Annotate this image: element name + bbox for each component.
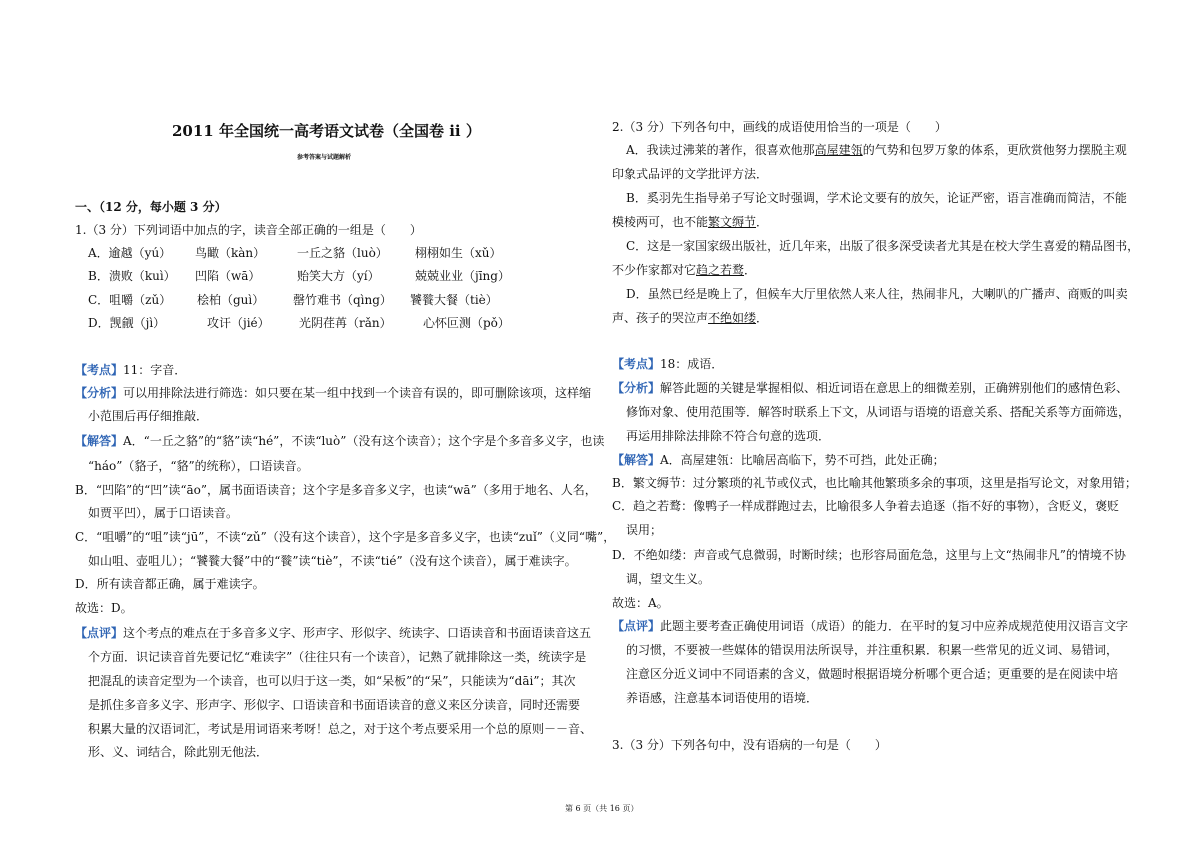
q2-dianping-2: 的习惯，不要被一些媒体的错误用法所误导，并注重积累．积累一些常见的近义词、易错词， [626,643,1119,657]
q1-option-d-3: 光阴荏苒（rǎn） [299,316,392,330]
q2-a-post: 的气势和包罗万象的体系，更欣赏他努力摆脱主观 [862,143,1127,157]
q2-option-d: D．虽然已经是晚上了，但候车大厅里依然人来人往，热闹非凡，大喇叭的广播声、商贩的叫卖 [626,287,1128,301]
q1-dianping-5: 积累大量的汉语词汇，考试是用词语来考呀！总之，对于这个考点要采用一个总的原则－－音、 [88,722,593,736]
q1-option-b-4: 兢兢业业（jīng） [415,269,510,283]
q1-option-b-2: 凹陷（wā） [195,269,261,283]
q1-jieda-c-cont: 如山咀、壶咀儿）；“饕餮大餐”中的“餮”读“tiè”，不读“tié”（没有这个读音），属于难读字。 [88,554,577,568]
q2-fenxi-3: 再运用排除法排除不符合句意的选项． [626,429,831,443]
kaodian-tag: 【考点】 [612,357,661,371]
q2-c-post: ． [744,263,757,277]
q2-jieda-d: D．不绝如缕：声音或气息微弱，时断时续；也形容局面危急，这里与上文“热闹非凡”的情境不协 [612,548,1126,562]
q2-kaodian [612,356,723,372]
fenxi-tag: 【分析】 [612,381,661,395]
jieda-text: A．高屋建瓴：比喻居高临下，势不可挡，此处正确； [660,453,945,467]
q2-jieda-b: B．繁文缛节：过分繁琐的礼节或仪式，也比喻其他繁琐多余的事项，这里是指写论文，对象用错； [612,476,1137,490]
fenxi-text: 解答此题的关键是掌握相似、相近词语在意思上的细微差别，正确辨别他们的感情色彩、 [660,381,1129,395]
jieda-text: A．“一丘之貉”的“貉”读“hé”，不读“luò”（没有这个读音）；这个字是个多音多义字，也读 [123,434,605,448]
q2-option-b-cont [612,214,768,230]
q3-stem: 3.（3 分）下列各句中，没有语病的一句是（ ） [612,738,887,752]
page-footer: 第 6 页（共 16 页） [565,804,639,813]
q1-jieda-b: B．“凹陷”的“凹”读“āo”，属书面语读音；这个字是多音多义字，也读“wā”（多用于地名、人名， [75,483,597,497]
q2-fenxi [612,380,1128,396]
q1-fenxi [75,385,591,401]
dianping-text: 这个考点的难点在于多音多义字、形声字、形似字、统读字、口语读音和书面语读音这五 [123,626,592,640]
q1-option-a-1: A．逾越（yú） [88,246,172,260]
q1-jieda [75,433,604,449]
fenxi-tag: 【分析】 [75,386,124,400]
q2-option-b: B．奚羽先生指导弟子写论文时强调，学术论文要有的放矢，论证严密，语言准确而简洁，不能 [626,191,1127,205]
q1-dianping-6: 形、义、词结合，除此别无他法． [88,745,269,759]
q2-a-idiom: 高屋建瓴 [814,143,863,157]
q2-b-pre: 模棱两可，也不能 [612,215,709,229]
q2-fenxi-2: 修饰对象、使用范围等．解答时联系上下文，从词语与语境的语意关系、搭配关系等方面筛选， [626,405,1131,419]
q2-option-c-cont [612,262,756,278]
kaodian-text: 11：字音． [123,363,187,377]
dianping-tag: 【点评】 [75,626,124,640]
dianping-text: 此题主要考查正确使用词语（成语）的能力．在平时的复习中应养成规范使用汉语言文字 [660,619,1129,633]
page-title: 2011 年全国统一高考语文试卷（全国卷 ii ） [172,122,481,140]
q2-d-pre: 声、孩子的哭泣声 [612,311,709,325]
q2-option-d-cont [612,310,768,326]
q1-stem: 1.（3 分）下列词语中加点的字，读音全部正确的一组是（ ） [75,223,422,237]
q2-dianping-3: 注意区分近义词中不同语素的含义，做题时根据语境分析哪个更合适；更重要的是在阅读中培 [626,667,1119,681]
q1-option-c-4: 饕餮大餐（tiè） [410,293,498,307]
jieda-tag: 【解答】 [75,434,124,448]
q2-c-idiom: 趋之若鹜 [696,263,745,277]
q1-option-a-4: 栩栩如生（xǔ） [415,246,502,260]
q2-jieda-d-cont: 调，望文生义。 [626,572,711,586]
q2-stem: 2.（3 分）下列各句中，画线的成语使用恰当的一项是（ ） [612,120,947,134]
q2-d-idiom: 不绝如缕 [708,311,757,325]
q2-jieda [612,452,945,468]
q1-dianping-3: 把混乱的读音定型为一个读音，也可以归于这一类，如“呆板”的“呆”，只能读为“dāi”；其次 [88,674,576,688]
q1-jieda-d: D．所有读音都正确，属于难读字。 [75,577,265,591]
q1-dianping-2: 个方面．识记读音首先要记忆“难读字”（往往只有一个读音），记熟了就排除这一类，统读字是 [88,650,587,664]
q1-option-a-3: 一丘之貉（luò） [297,246,388,260]
fenxi-text: 可以用排除法进行筛选：如只要在某一组中找到一个读音有误的，即可删除该项，这样缩 [123,386,592,400]
q1-answer: 故选：D。 [75,601,133,615]
q1-option-b-3: 贻笑大方（yí） [297,269,380,283]
q1-option-a-2: 鸟瞰（kàn） [195,246,266,260]
q1-option-c-1: C．咀嚼（zǔ） [88,293,172,307]
q2-option-a-cont: 印象式品评的文学批评方法． [612,167,769,181]
q2-b-post: ． [756,215,769,229]
q1-dianping-4: 是抓住多音多义字、形声字、形似字、口语读音和书面语读音的意义来区分读音，同时还需要 [88,698,581,712]
q1-option-b-1: B．溃败（kuì） [88,269,176,283]
q1-fenxi-cont: 小范围后再仔细推敲． [88,409,209,423]
q2-option-a [626,142,1127,158]
q1-option-d-1: D．觊觎（jì） [88,316,166,330]
dianping-tag: 【点评】 [612,619,661,633]
q2-jieda-c-cont: 误用； [626,523,663,537]
q2-dianping-4: 养语感，注意基本词语使用的语境． [626,691,819,705]
q2-answer: 故选：A。 [612,596,669,610]
q2-a-pre: A．我读过沸莱的著作，很喜欢他那 [626,143,815,157]
q1-option-d-2: 攻讦（jié） [207,316,270,330]
q1-option-d-4: 心怀叵测（pǒ） [423,316,510,330]
q1-jieda-b-cont: 如贾平凹），属于口语读音。 [88,506,239,520]
q1-dianping [75,625,591,641]
section-heading: 一、（12 分，每小题 3 分） [75,200,227,214]
q2-option-c: C．这是一家国家级出版社，近几年来，出版了很多深受读者尤其是在校大学生喜爱的精品图书， [626,239,1140,253]
kaodian-tag: 【考点】 [75,363,124,377]
q1-option-c-3: 罄竹难书（qìng） [293,293,392,307]
q1-option-c-2: 桧柏（guì） [197,293,265,307]
q1-kaodian [75,362,186,378]
jieda-tag: 【解答】 [612,453,661,467]
q1-jieda-c: C．“咀嚼”的“咀”读“jū”，不读“zǔ”（没有这个读音），这个字是多音多义字，也读“zuǐ”（义同“嘴”， [75,530,616,544]
q2-b-idiom: 繁文缛节 [708,215,757,229]
kaodian-text: 18：成语． [660,357,724,371]
q2-c-pre: 不少作家都对它 [612,263,697,277]
q2-jieda-c: C．趋之若鹜：像鸭子一样成群跑过去，比喻很多人争着去追逐（指不好的事物），含贬义，褒贬 [612,499,1120,513]
q2-d-post: ． [756,311,769,325]
q1-jieda-cont: “háo”（貉子，“貉”的统称），口语读音。 [88,459,309,473]
page-subtitle: 参考答案与试题解析 [297,154,352,161]
q2-dianping [612,618,1128,634]
